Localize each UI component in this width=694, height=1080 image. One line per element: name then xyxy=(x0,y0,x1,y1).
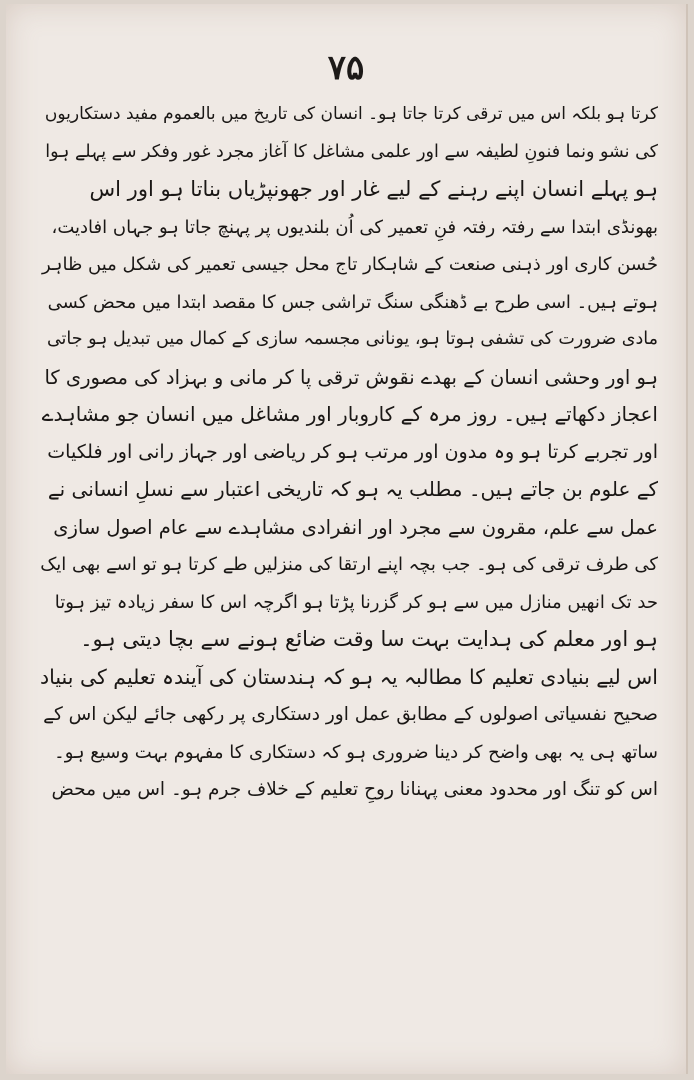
text-line: بھونڈی ابتدا سے رفتہ رفتہ فنِ تعمیر کی اُن بلندیوں پر پہنچ جاتا ہو جہاں افادیت، xyxy=(51,216,658,238)
text-line: کی طرف ترقی کی ہو۔ جب بچہ اپنے ارتقا کی منزلیں طے کرتا ہو تو اسے بھی ایک xyxy=(40,554,658,575)
text-line: ہوتے ہیں۔ اسی طرح بے ڈھنگی سنگ تراشی جس کا مقصد ابتدا میں محض کسی xyxy=(47,291,658,313)
text-line: کی نشو ونما فنونِ لطیفہ سے اور علمی مشاغل کا آغاز مجرد غور وفکر سے پہلے ہوا xyxy=(45,141,658,162)
text-line: ہو پہلے انسان اپنے رہنے کے لیے غار اور جھونپڑیاں بناتا ہو اور اس xyxy=(89,177,658,201)
book-page xyxy=(6,4,688,1074)
text-line: ساتھ ہی یہ بھی واضح کر دینا ضروری ہو کہ دستکاری کا مفہوم بہت وسیع ہو۔ xyxy=(54,741,658,763)
text-line: عمل سے علم، مقرون سے مجرد اور انفرادی مشاہدے سے عام اصول سازی xyxy=(53,515,658,539)
body-text xyxy=(40,96,658,809)
text-line: اور تجربے کرتا ہو وہ مدون اور مرتب ہو کر ریاضی اور جہاز رانی اور فلکیات xyxy=(47,440,658,463)
page-number: ۷۵ xyxy=(327,48,365,88)
text-line: اس کو تنگ اور محدود معنی پہنانا روحِ تعلیم کے خلاف جرم ہو۔ اس میں محض xyxy=(51,779,658,800)
text-line: صحیح نفسیاتی اصولوں کے مطابق عمل اور دستکاری پر رکھی جائے لیکن اس کے xyxy=(43,704,658,725)
text-line: کرتا ہو بلکہ اس میں ترقی کرتا جاتا ہو۔ انسان کی تاریخ میں بالعموم مفید دستکاریوں xyxy=(44,104,658,124)
text-line: اعجاز دکھاتے ہیں۔ روز مرہ کے کاروبار اور مشاغل میں انسان جو مشاہدے xyxy=(41,402,658,426)
text-line: ہو اور معلم کی ہدایت بہت سا وقت ضائع ہونے سے بچا دیتی ہو۔ xyxy=(80,627,658,651)
paragraph-start-line: اس لیے بنیادی تعلیم کا مطالبہ یہ ہو کہ ہندستان کی آیندہ تعلیم کی بنیاد xyxy=(40,664,658,689)
text-line: مادی ضرورت کی تشفی ہوتا ہو، یونانی مجسمہ سازی کے کمال میں تبدیل ہو جاتی xyxy=(46,329,658,349)
text-line: حد تک انھیں منازل میں سے ہو کر گزرنا پڑتا ہو اگرچہ اس کا سفر زیادہ تیز ہوتا xyxy=(54,591,658,613)
text-line: کے علوم بن جاتے ہیں۔ مطلب یہ ہو کہ تاریخی اعتبار سے نسلِ انسانی نے xyxy=(47,477,658,501)
text-line: حُسن کاری اور ذہنی صنعت کے شاہکار تاج محل جیسی تعمیر کی شکل میں ظاہر xyxy=(41,254,658,275)
text-line: ہو اور وحشی انسان کے بھدے نقوش ترقی پا کر مانی و بہزاد کی مصوری کا xyxy=(44,365,658,389)
